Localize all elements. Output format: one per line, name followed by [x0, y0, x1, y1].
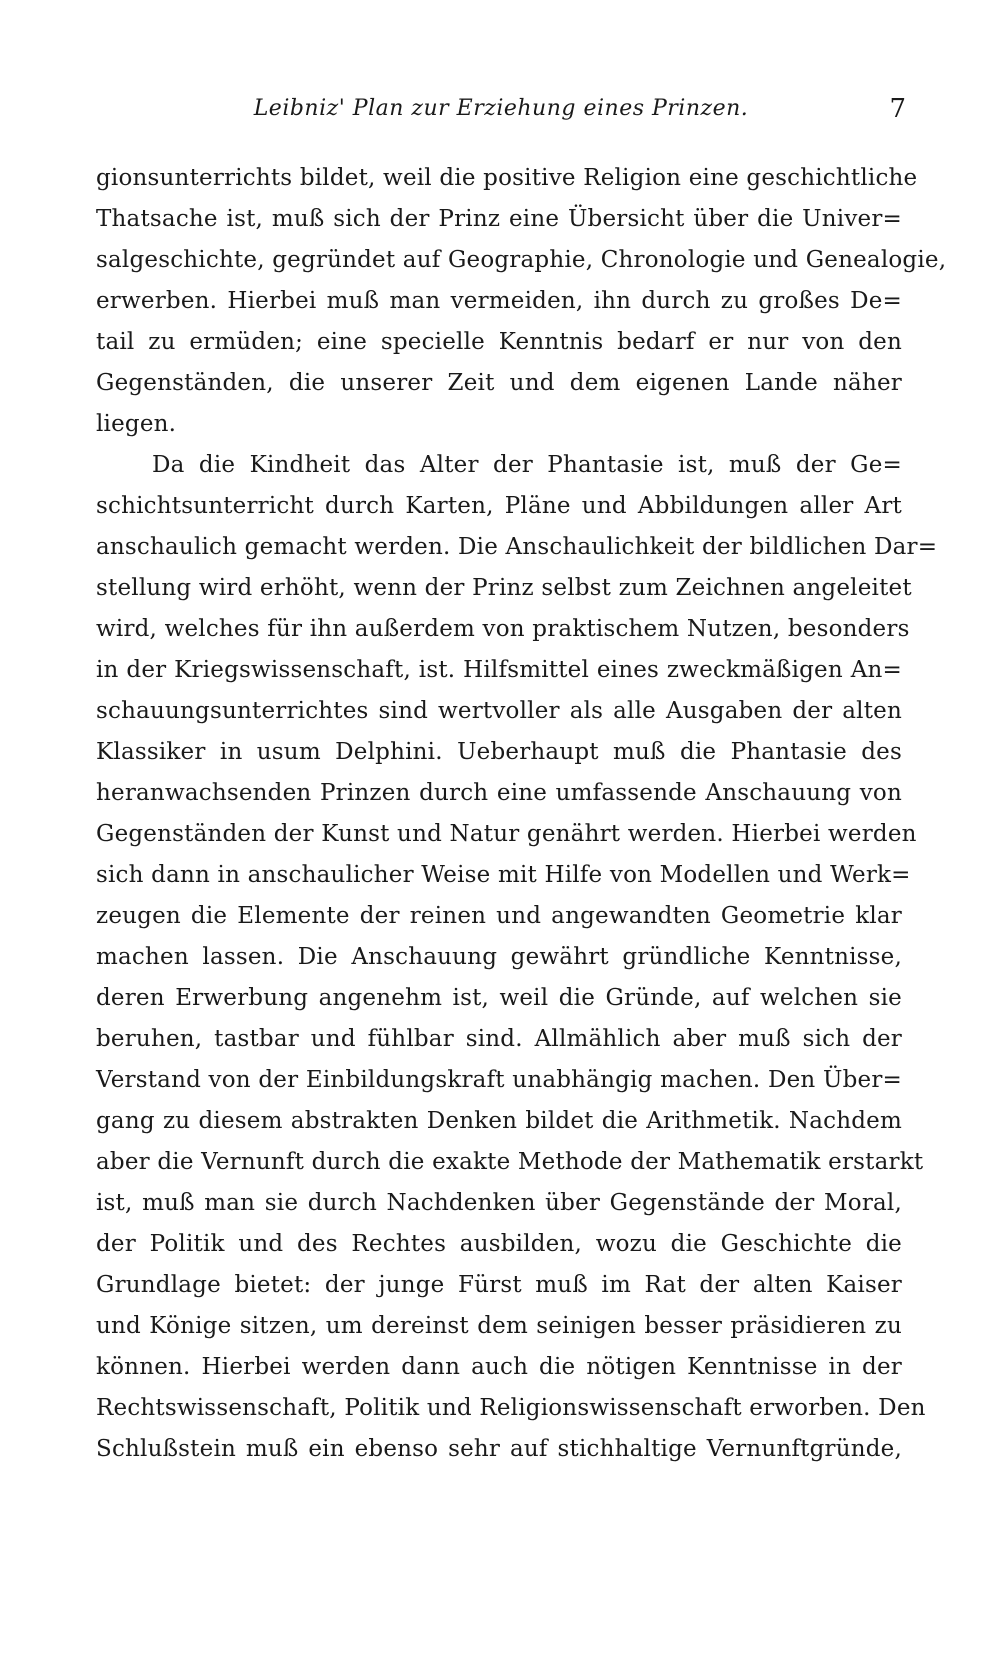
text-line: anschaulich gemacht werden. Die Anschaulichkeit der bildlichen Dar=	[96, 534, 938, 560]
text-line: in der Kriegswissenschaft, ist. Hilfsmittel eines zweckmäßigen An=	[96, 657, 902, 683]
text-line: tail zu ermüden; eine specielle Kenntnis bedarf er nur von den	[96, 329, 902, 355]
text-line: Verstand von der Einbildungskraft unabhängig machen. Den Über=	[96, 1067, 902, 1093]
text-line: liegen.	[96, 411, 177, 437]
text-line: Grundlage bietet: der junge Fürst muß im Rat der alten Kaiser	[96, 1272, 902, 1298]
text-line: beruhen, tastbar und fühlbar sind. Allmählich aber muß sich der	[96, 1026, 902, 1052]
text-line: heranwachsenden Prinzen durch eine umfassende Anschauung von	[96, 780, 902, 806]
text-line: Gegenständen der Kunst und Natur genährt werden. Hierbei werden	[96, 821, 917, 847]
text-line: Klassiker in usum Delphini. Ueberhaupt muß die Phantasie des	[96, 739, 902, 765]
text-line: schichtsunterricht durch Karten, Pläne und Abbildungen aller Art	[96, 493, 902, 519]
text-line: können. Hierbei werden dann auch die nötigen Kenntnisse in der	[96, 1354, 902, 1380]
text-line: stellung wird erhöht, wenn der Prinz selbst zum Zeichnen angeleitet	[96, 575, 912, 601]
text-line: gionsunterrichts bildet, weil die positive Religion eine geschichtliche	[96, 165, 918, 191]
text-line: schauungsunterrichtes sind wertvoller als alle Ausgaben der alten	[96, 698, 902, 724]
body-text	[96, 158, 947, 1470]
text-line: Rechtswissenschaft, Politik und Religionswissenschaft erworben. Den	[96, 1395, 926, 1421]
text-line: sich dann in anschaulicher Weise mit Hilfe von Modellen und Werk=	[96, 862, 911, 888]
text-line: salgeschichte, gegründet auf Geographie, Chronologie und Genealogie,	[96, 247, 947, 273]
running-title: Leibniz' Plan zur Erziehung eines Prinzen.	[253, 96, 749, 121]
text-line: Da die Kindheit das Alter der Phantasie ist, muß der Ge=	[152, 452, 902, 478]
text-line: erwerben. Hierbei muß man vermeiden, ihn durch zu großes De=	[96, 288, 902, 314]
text-line: ist, muß man sie durch Nachdenken über Gegenstände der Moral,	[96, 1190, 902, 1216]
text-line: aber die Vernunft durch die exakte Methode der Mathematik erstarkt	[96, 1149, 924, 1175]
text-line: Thatsache ist, muß sich der Prinz eine Übersicht über die Univer=	[96, 206, 902, 232]
running-head	[96, 96, 906, 136]
page-number: 7	[889, 94, 906, 124]
text-line: machen lassen. Die Anschauung gewährt gründliche Kenntnisse,	[96, 944, 902, 970]
text-line: wird, welches für ihn außerdem von praktischem Nutzen, besonders	[96, 616, 910, 642]
text-line: zeugen die Elemente der reinen und angewandten Geometrie klar	[96, 903, 902, 929]
text-line: der Politik und des Rechtes ausbilden, wozu die Geschichte die	[96, 1231, 902, 1257]
text-line: Schlußstein muß ein ebenso sehr auf stichhaltige Vernunftgründe,	[96, 1436, 902, 1462]
text-line: Gegenständen, die unserer Zeit und dem eigenen Lande näher	[96, 370, 902, 396]
text-line: deren Erwerbung angenehm ist, weil die Gründe, auf welchen sie	[96, 985, 902, 1011]
text-line: gang zu diesem abstrakten Denken bildet die Arithmetik. Nachdem	[96, 1108, 902, 1134]
text-line: und Könige sitzen, um dereinst dem seinigen besser präsidieren zu	[96, 1313, 902, 1339]
